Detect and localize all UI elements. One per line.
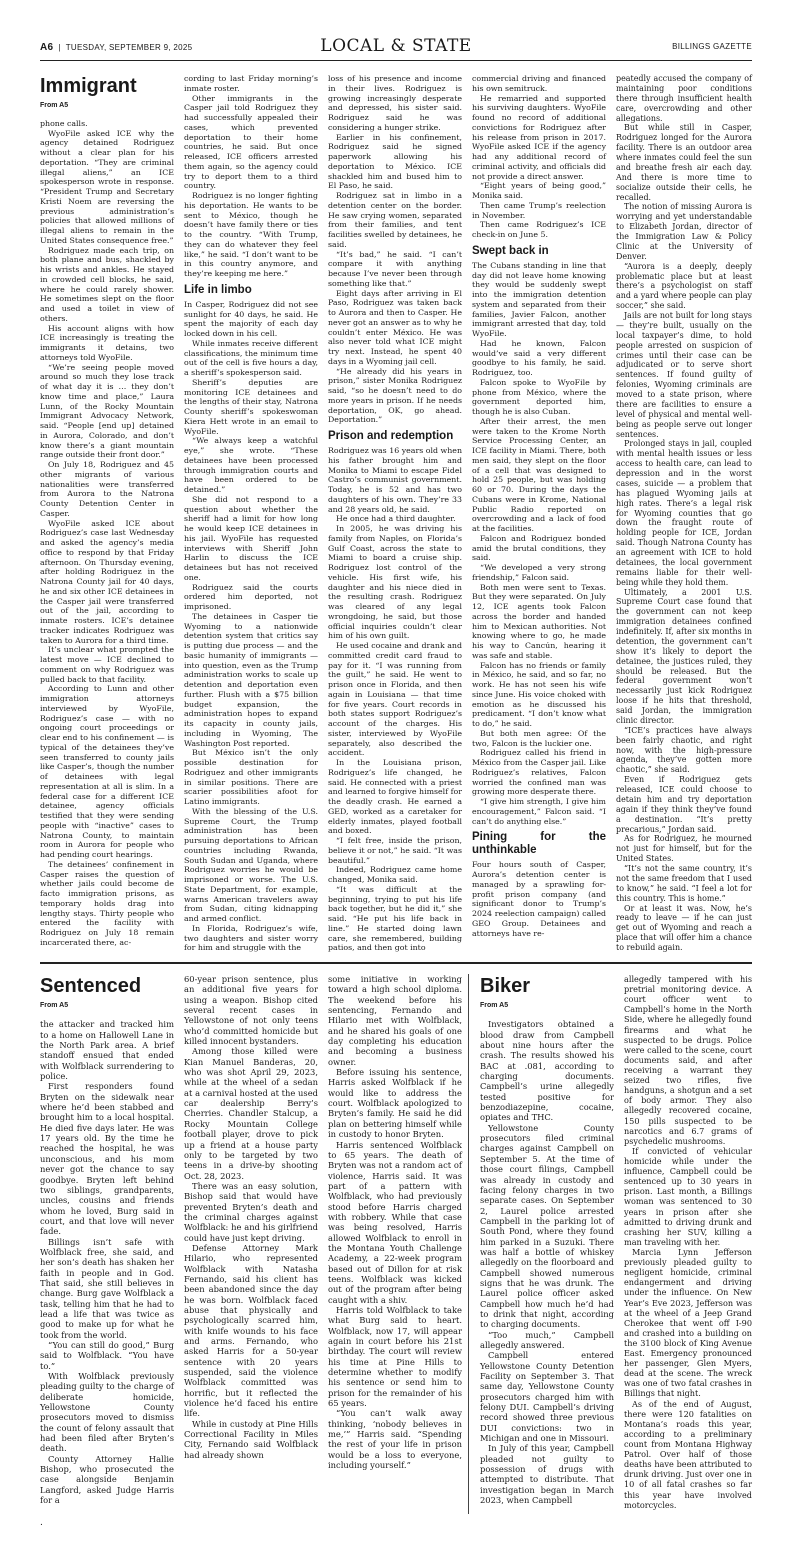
paragraph: cording to last Friday morning’s inmate roster. bbox=[184, 74, 318, 93]
paragraph: On July 18, Rodriguez and 45 other migrants of various nationalities were transferred from Aurora to the Natrona County Detention Center in Casper. bbox=[40, 460, 174, 518]
paragraph: “We always keep a watchful eye,” she wrote. “These detainees have been processed through immigration courts and have been ordered to be detained.” bbox=[184, 436, 318, 494]
page-header bbox=[40, 36, 752, 58]
paragraph: Even if Rodriguez gets released, ICE could choose to detain him and try deportation again if they think they’ve found a destination. “It’s pretty precarious,” Jordan said. bbox=[616, 775, 752, 834]
paragraph: “It’s not the same country, it’s not the same freedom that I used to know,” he said. “I feel a lot for this country. This is home.” bbox=[616, 864, 752, 903]
paragraph: Among those killed were Kian Manuel Banderas, 20, who was shot April 29, 2023, while at the wheel of a sedan at a carnival hosted at the used car dealership Berry’s Cherries. Chandler Stalcup, a Rocky Mountain College football player, drove to pick up a friend at a house party only to be targeted by two teens in a drive-by shooting Oct. 28, 2023. bbox=[184, 1046, 318, 1181]
paragraph: “You can’t walk away thinking, ‘nobody believes in me,’” Harris said. “Spending the rest of your life in prison would be a loss to everyone, including yourself.” bbox=[328, 1408, 462, 1471]
paragraph: Rodriguez said the courts ordered him deported, not imprisoned. bbox=[184, 582, 318, 611]
paragraph: He used cocaine and drank and committed credit card fraud to pay for it. “I was running from the guilt,” he said. He went to prison once in Florida, and then again in Louisiana — that time for five years. Court records in both states support Rodriguez’s account of the charges. His sister, interviewed by WyoFile separately, also described the accident. bbox=[328, 641, 462, 758]
jump-label: From A5 bbox=[40, 1002, 69, 1009]
paragraph: But both men agree: Of the two, Falcon is the luckier one. bbox=[472, 728, 606, 748]
paragraph: The notion of missing Aurora is worrying and yet understandable to Elizabeth Jordan, director of the Immigration Law & Policy Clinic at the University of Denver. bbox=[616, 202, 752, 261]
paragraph: While inmates receive different classifications, the minimum time out of the cell is five hours a day, a sheriff’s spokesperson said. bbox=[184, 338, 318, 377]
paragraph: Falcon and Rodriguez bonded amid the brutal conditions, they said. bbox=[472, 533, 606, 563]
subhead: Swept back in bbox=[472, 244, 549, 257]
paragraph: “It’s bad,” he said. “I can’t compare it with anything because I’ve never been through something like that.” bbox=[328, 249, 462, 288]
paragraph: Jails are not built for long stays — they’re built, usually on the local taxpayer’s dime, to hold people arrested on suspicion of crimes until their case can be adjudicated or to serve short sentences. If found guilty of felonies, Wyoming criminals are moved to a state prison, where there are facilities to ensure a level of physical and mental well-being as people serve out longer sentences. bbox=[616, 311, 752, 439]
paragraph: Then came Rodriguez’s ICE check-in on June 5. bbox=[472, 220, 606, 239]
paragraph: the attacker and tracked him to a home on Hallowell Lane in the North Park area. A brief standoff ensued that ended with Wolfblack surrendering to police. bbox=[40, 1019, 174, 1082]
paragraph: Falcon has no friends or family in México, he said, and so far, no work. He has not seen his wife since June. His voice choked with emotion as he discussed his predicament. “I don’t know what to do,” he said. bbox=[472, 660, 606, 728]
paragraph: Marcia Lynn Jefferson previously pleaded guilty to negligent homicide, criminal endangerment and driving under the influence. On New Year’s Eve 2023, Jefferson was at the wheel of a Jeep Grand Cherokee that went off I-90 and crashed into a building on the 3100 block of King Avenue East. Emergency pronounced her passenger, Glen Myers, dead at the scene. The wreck was one of two fatal crashes in Billings that night. bbox=[624, 1246, 752, 1399]
story-divider bbox=[40, 962, 752, 964]
paragraph: “Too much,” Campbell allegedly answered. bbox=[480, 1329, 614, 1350]
paragraph: “It was difficult at the beginning, trying to put his life back together, but he did it,” she said. “He put his life back in line.” He started doing lawn care, she remembered, building patios, and then got into bbox=[328, 884, 462, 953]
paragraph: In Casper, Rodriguez did not see sunlight for 40 days, he said. He spent the majority of each day locked down in his cell. bbox=[184, 299, 318, 338]
paragraph: With Wolfblack previously pleading guilty to the charge of deliberate homicide, Yellowstone County prosecutors moved to dismiss the count of felony assault that had been filed after Bryten’s death. bbox=[40, 1371, 174, 1454]
paragraph: Campbell entered Yellowstone County Detention Facility on September 3. That same day, Yellowstone County prosecutors charged him with felony DUI. Campbell’s driving record showed three previous DUI convictions: two in Michigan and one in Missouri. bbox=[480, 1350, 614, 1444]
publication-name: BILLINGS GAZETTE bbox=[672, 42, 752, 51]
story-headline: Biker bbox=[480, 975, 531, 997]
paragraph: Defense Attorney Mark Hilario, who represented Wolfblack with Natasha Fernando, said his client has been abandoned since the day he was born. Wolfblack faced abuse that physically and psychologically scarred him, with knife wounds to his face and arms. Fernando, who asked Harris for a 50-year sentence with 20 years suspended, said the violence Wolfblack committed was horrific, but it reflected the violence he’d faced his entire life. bbox=[184, 1242, 318, 1419]
paragraph: Rodriguez was 16 years old when his father brought him and Monika to Miami to escape Fidel Castro’s communist government. Today, he is 52 and has two daughters of his own. They’re 33 and 28 years old, he said. bbox=[328, 446, 462, 514]
paragraph: Rodriguez is no longer fighting his deportation. He wants to be sent to México, though he doesn’t have family there or ties to the country. “With Trump, they can do whatever they feel like,” he said. “I don’t want to be in this country anymore, and they’re keeping me here.” bbox=[184, 191, 318, 278]
paragraph: The detainees’ confinement in Casper raises the question of whether jails could become de facto immigration prisons, as temporary holds drag into lengthy stays. Thirty people who entered the facility with Rodriguez on July 18 remain incarcerated there, ac- bbox=[40, 859, 174, 947]
subhead: Prison and redemption bbox=[328, 430, 454, 442]
paragraph: Sheriff’s deputies are monitoring ICE detainees and the lengths of their stay, Natrona County sheriff’s spokeswoman Kiera Hett wrote in an email to WyoFile. bbox=[184, 377, 318, 436]
subhead: Pining for the unthinkable bbox=[472, 831, 606, 857]
paragraph: If convicted of vehicular homicide while under the influence, Campbell could be sentenced up to 30 years in prison. Last month, a Billings woman was sentenced to 30 years in prison after she admitted to driving drunk and crashing her SUV, killing a man traveling with her. bbox=[624, 1145, 752, 1247]
paragraph: “Aurora is a deeply, deeply problematic place but at least there’s a psychologist on staff and a yard where people can play soccer,” she said. bbox=[616, 261, 752, 311]
story-column bbox=[184, 74, 318, 953]
paragraph: Earlier in his confinement, Rodriguez said he signed paperwork allowing his deportation to México. ICE shackled him and bused him to El Paso, he said. bbox=[328, 132, 462, 191]
story-column bbox=[480, 974, 614, 1506]
paragraph: Or at least it was. Now, he’s ready to leave — if he can just get out of Wyoming and reach a place that will offer him a chance to rebuild again. bbox=[616, 903, 752, 952]
paragraph: Rodriguez called his friend in México from the Casper jail. Like Rodriguez’s relatives, Falcon worried the confined man was growing more desperate there. bbox=[472, 748, 606, 797]
paragraph: “We’re seeing people moved around so much they lose track of what day it is … they don’t know time and place,” Laura Lunn, of the Rocky Mountain Immigrant Advocacy Network, said. “People [end up] detained in Aurora, Colorado, and don’t know there’s a giant mountain range outside their front door.” bbox=[40, 362, 174, 460]
story-column bbox=[328, 74, 462, 953]
paragraph: “He already did his years in prison,” sister Monika Rodriguez said, “so he doesn’t need to do more years in prison. If he needs deportation, OK, go ahead. Deportation.” bbox=[328, 366, 462, 425]
paragraph: WyoFile asked ICE about Rodriguez’s case last Wednesday and asked the agency’s media office to respond by that Friday afternoon. On Thursday evening, after holding Rodriguez in the Natrona County jail for 40 days, he and six other ICE detainees in the Casper jail were transferred out of the jail, according to inmate rosters. ICE’s detainee tracker indicates Rodriguez was taken to Aurora for a third time. bbox=[40, 518, 174, 645]
story-column bbox=[472, 74, 606, 938]
paragraph: As for Rodriguez, he mourned not just for himself, but for the United States. bbox=[616, 834, 752, 864]
jump-label: From A5 bbox=[480, 1002, 509, 1009]
paragraph: Investigators obtained a blood draw from Campbell about nine hours after the crash. The results showed his BAC at .081, according to charging documents. Campbell’s urine allegedly tested positive for benzodiazepine, cocaine, opiates and THC. bbox=[480, 1019, 614, 1123]
paragraph: “Eight years of being good,” Monika said. bbox=[472, 181, 606, 200]
paragraph: In July of this year, Campbell pleaded not guilty to possession of drugs with attempted to distribute. That investigation began in March 2023, when Campbell bbox=[480, 1443, 614, 1506]
paragraph: commercial driving and financed his own semitruck. bbox=[472, 74, 606, 93]
paragraph: Harris sentenced Wolfblack to 65 years. The death of Bryten was not a random act of violence, Harris said. It was part of a pattern with Wolfblack, who had previously stood before Harris charged with robbery. While that case was being resolved, Harris allowed Wolfblack to enroll in the Montana Youth Challenge Academy, a 22-week program based out of Dillon for at risk teens. Wolfblack was kicked out of the program after being caught with a shiv. bbox=[328, 1139, 462, 1305]
paragraph: “I give him strength, I give him encouragement,” Falcon said. “I can’t do anything else.” bbox=[472, 797, 606, 826]
story-column bbox=[616, 74, 752, 953]
paragraph: As of the end of August, there were 120 fatalities on Montana’s roads this year, according to a preliminary count from Montana Highway Patrol. Over half of those deaths have been attributed to drunk driving. Just over one in 10 of all fatal crashes so far this year have involved motorcycles. bbox=[624, 1398, 752, 1510]
section-title: LOCAL & STATE bbox=[320, 36, 472, 56]
story-headline: Sentenced bbox=[40, 975, 142, 997]
paragraph: The Cubans standing in line that day did not leave home knowing they would be suddenly swept into the immigration detention system and separated from their families, Javier Falcon, another immigrant arrested that day, told WyoFile. bbox=[472, 260, 606, 338]
paragraph: peatedly accused the company of maintaining poor conditions there through insufficient health care, overcrowding and other allegations. bbox=[616, 74, 752, 123]
header-rule bbox=[40, 60, 752, 61]
paragraph: Rodriguez sat in limbo in a detention center on the border. He saw crying women, separated from their families, and tent facilities swelled by detainees, he said. bbox=[328, 191, 462, 249]
subhead: Life in limbo bbox=[184, 283, 252, 296]
story-headline: Immigrant bbox=[40, 75, 137, 97]
paragraph: There was an easy solution, Bishop said that would have prevented Bryten’s death and the criminal charges against Wolfblack: he and his girlfriend could have just kept driving. bbox=[184, 1180, 318, 1243]
story-column bbox=[40, 74, 174, 948]
paragraph: “ICE’s practices have always been fairly chaotic, and right now, with the high-pressure agenda, they’ve gotten more chaotic,” she said. bbox=[616, 725, 752, 775]
page-folio: A6 | TUESDAY, SEPTEMBER 9, 2025 bbox=[40, 42, 193, 53]
paragraph: First responders found Bryten on the sidewalk near where he’d been stabbed and brought him to a local hospital. He died five days later. He was 17 years old. By the time he reached the hospital, he was unconscious, and his mom never got the chance to say goodbye. Bryten left behind two siblings, grandparents, uncles, cousins and friends whom he loved, Burg said in court, and that love will never fade. bbox=[40, 1081, 174, 1237]
paragraph: Yellowstone County prosecutors filed criminal charges against Campbell on September 5. At the time of those court filings, Campbell was already in custody and facing felony charges in two separate cases. On September 2, Laurel police arrested Campbell in the parking lot of South Pond, where they found him parked in a Suzuki. There was half a bottle of whiskey allegedly on the floorboard and Campbell showed numerous signs that he was drunk. The Laurel police officer asked Campbell how much he’d had to drink that night, according to charging documents. bbox=[480, 1122, 614, 1330]
paragraph: The detainees in Casper tie Wyoming to a nationwide detention system that critics say is putting due process — and the basic humanity of immigrants — into question, even as the Trump administration works to scale up detention and deportation even further. Flush with a $75 billion budget expansion, the administration hopes to expand its capacity in county jails, including in Wyoming, The Washington Post reported. bbox=[184, 611, 318, 748]
paragraph: Indeed, Rodriguez came home changed, Monika said. bbox=[328, 865, 462, 884]
paragraph: Rodriguez made each trip, on both plane and bus, shackled by his wrists and ankles. He stayed in crowded cell blocks, he said, where he could rarely shower. He sometimes slept on the floor and used a toilet in view of others. bbox=[40, 245, 174, 323]
paragraph: “You can still do good,” Burg said to Wolfblack. “You have to.” bbox=[40, 1340, 174, 1371]
biker-story bbox=[40, 974, 752, 1514]
paragraph: He once had a third daughter. bbox=[336, 514, 456, 524]
paragraph: phone calls. bbox=[40, 118, 88, 128]
paragraph: In the Louisiana prison, Rodriguez’s life changed, he said. He connected with a priest and learned to forgive himself for the deadly crash. He earned a GED, worked as a caretaker for elderly inmates, played football and boxed. bbox=[328, 758, 462, 836]
paragraph: Prolonged stays in jail, coupled with mental health issues or less access to health care, can lead to depression and in the worst cases, suicide — a problem that has plagued Wyoming jails at high rates. There’s a legal risk for Wyoming counties that go down the fraught route of holding people for ICE, Jordan said. Though Natrona County has an agreement with ICE to hold detainees, the local government remains liable for their well-being while they hold them. bbox=[616, 439, 752, 587]
page-date: TUESDAY, SEPTEMBER 9, 2025 bbox=[65, 43, 193, 52]
paragraph: In Florida, Rodriguez’s wife, two daughters and sister worry for him and struggle with the bbox=[184, 923, 318, 953]
paragraph: loss of his presence and income in their lives. Rodriguez is growing increasingly desperate and depressed, his sister said. Rodriguez said he was considering a hunger strike. bbox=[328, 74, 462, 132]
paragraph: While in custody at Pine Hills Correctional Facility in Miles City, Fernando said Wolfblack had already shown bbox=[184, 1418, 318, 1460]
paragraph: According to Lunn and other immigration attorneys interviewed by WyoFile, Rodriguez’s case — with no ongoing court proceedings or clear end to his confinement — is typical of the detainees they’ve seen transferred to county jails like Casper’s, though the number of detainees with legal representation at all is slim. In a federal case for a different ICE detainee, agency officials testified that they were sending people with “inactive” cases to Natrona County, to maintain room in Aurora for people who had pending court hearings. bbox=[40, 684, 174, 859]
paragraph: His account aligns with how ICE increasingly is treating the immigrants it detains, two attorneys told WyoFile. bbox=[40, 323, 174, 362]
paragraph: He remarried and supported his surviving daughters. WyoFile found no record of additional convictions for Rodriguez after his release from prison in 2017. WyoFile asked ICE if the agency had any additional record of criminal activity, and officials did not provide a direct answer. bbox=[472, 93, 606, 181]
paragraph: Other immigrants in the Casper jail told Rodriguez they had successfully appealed their cases, which prevented deportation to their home countries, he said. But once released, ICE officers arrested them again, so the agency could try to deport them to a third country. bbox=[184, 93, 318, 191]
paragraph: Both men were sent to Texas. But they were separated. On July 12, ICE agents took Falcon across the border and handed him to Mexican authorities. Not knowing where to go, he made his way to Cancún, hearing it was safe and stable. bbox=[472, 582, 606, 660]
paragraph: Four hours south of Casper, Aurora’s detention center is managed by a sprawling for-profit prison company (and significant donor to Trump’s 2024 reelection campaign) called GEO Group. Detainees and attorneys have re- bbox=[472, 860, 606, 938]
page-mark: . bbox=[40, 1518, 43, 1528]
paragraph: It’s unclear what prompted the latest move — ICE declined to comment on why Rodriguez was pulled back to that facility. bbox=[40, 645, 174, 684]
paragraph: Ultimately, a 2001 U.S. Supreme Court case found that the government can not keep immigration detainees confined indefinitely. If, after six months in detention, the government can’t show it’s likely to deport the detainee, the justices ruled, they should be released. But the federal government won’t necessarily just kick Rodriguez loose if he hits that threshold, said Jordan, the immigration clinic director. bbox=[616, 587, 752, 725]
story-column bbox=[624, 974, 752, 1510]
paragraph: But while still in Casper, Rodriguez longed for the Aurora facility. There is an outdoor area where inmates could feel the sun and breathe fresh air each day. And there is more time to socialize outside their cells, he recalled. bbox=[616, 123, 752, 202]
paragraph: “We developed a very strong friendship,” Falcon said. bbox=[472, 563, 606, 582]
paragraph: Then came Trump’s reelection in November. bbox=[472, 200, 606, 220]
paragraph: Billings isn’t safe with Wolfblack free, she said, and her son’s death has shaken her faith in people and in God. That said, she still believes in change. Burg gave Wolfblack a task, telling him that he had to lead a life that was twice as good to make up for what he took from the world. bbox=[40, 1236, 174, 1340]
paragraph: After their arrest, the men were taken to the Krome North Service Processing Center, an ICE facility in Miami. There, both men said, they slept on the floor of a cell that was designed to hold 25 people, but was holding 60 or 70. During the days the Cubans were in Krome, National Public Radio reported on overcrowding and a lack of food at the facilities. bbox=[472, 416, 606, 533]
paragraph: WyoFile asked ICE why the agency detained Rodriguez without a clear plan for his deportation. “They are criminal illegal aliens,” an ICE spokesperson wrote in response. “President Trump and Secretary Kristi Noem are reversing the previous administration’s policies that allowed millions of illegal aliens to remain in the United States consequence free.” bbox=[40, 128, 174, 245]
page-number: A6 bbox=[40, 42, 54, 53]
paragraph: 60-year prison sentence, plus an additional five years for using a weapon. Bishop cited several recent cases in Yellowstone of not only teens who’d committed homicide but killed innocent bystanders. bbox=[184, 974, 318, 1047]
paragraph: County Attorney Hallie Bishop, who prosecuted the case alongside Benjamin Langford, asked Judge Harris for a bbox=[40, 1453, 174, 1506]
paragraph: Falcon spoke to WyoFile by phone from México, where the government deported him, though he is also Cuban. bbox=[472, 377, 606, 416]
paragraph: With the blessing of the U.S. Supreme Court, the Trump administration has been pursuing deportations to African countries including Rwanda, South Sudan and Uganda, where Rodriguez worries he would be imprisoned or worse. The U.S. State Department, for example, warns American travelers away from Sudan, citing kidnapping and armed conflict. bbox=[184, 806, 318, 923]
paragraph: some initiative in working toward a high school diploma. The weekend before his sentencing, Fernando and Hilario met with Wolfblack, and he shared his goals of one day completing his education and becoming a business owner. bbox=[328, 974, 462, 1067]
immigrant-story bbox=[40, 74, 752, 956]
paragraph: allegedly tampered with his pretrial monitoring device. A court officer went to Campbell’s home in the North Side, where he allegedly found firearms and what he suspected to be drugs. Police were called to the scene, court documents said, and after receiving a warrant they seized two rifles, five handguns, a shotgun and a set of body armor. They also allegedly recovered cocaine, 150 pills suspected to be narcotics and 6.7 grams of psychedelic mushrooms. bbox=[624, 974, 752, 1146]
paragraph: Before issuing his sentence, Harris asked Wolfblack if he would like to address the court. Wolfblack apologized to Bryten’s family. He said he did plan on bettering himself while in custody to honor Bryten. bbox=[328, 1067, 462, 1140]
paragraph: But México isn’t the only possible destination for Rodriguez and other immigrants in similar positions. There are scarier possibilities afoot for Latino immigrants. bbox=[184, 748, 318, 806]
paragraph: Eight days after arriving in El Paso, Rodriguez was taken back to Aurora and then to Casper. He never got an answer as to why he couldn’t enter México. He was also never told what ICE might try next. Instead, he spent 40 days in a Wyoming jail cell. bbox=[328, 288, 462, 366]
paragraph: In 2005, he was driving his family from Naples, on Florida’s Gulf Coast, across the state to Miami to board a cruise ship. Rodriguez lost control of the vehicle. His first wife, his daughter and his niece died in the resulting crash. Rodriguez was cleared of any legal wrongdoing, he said, but those official inquiries couldn’t clear him of his own guilt. bbox=[328, 524, 462, 641]
paragraph: Had he known, Falcon would’ve said a very different goodbye to his family, he said. Rodriguez, too. bbox=[472, 338, 606, 377]
paragraph: “I felt free, inside the prison, believe it or not,” he said. “It was beautiful.” bbox=[328, 836, 462, 865]
paragraph: Harris told Wolfblack to take what Burg said to heart. Wolfblack, now 17, will appear again in court before his 21st birthday. The court will review his time at Pine Hills to determine whether to modify his sentence or send him to prison for the remainder of his 65 years. bbox=[328, 1305, 462, 1409]
paragraph: She did not respond to a question about whether the sheriff had a limit for how long he would keep ICE detainees in his jail. WyoFile has requested interviews with Sheriff John Harlin to discuss the ICE detainees but has not received one. bbox=[184, 494, 318, 582]
jump-label: From A5 bbox=[40, 102, 69, 109]
